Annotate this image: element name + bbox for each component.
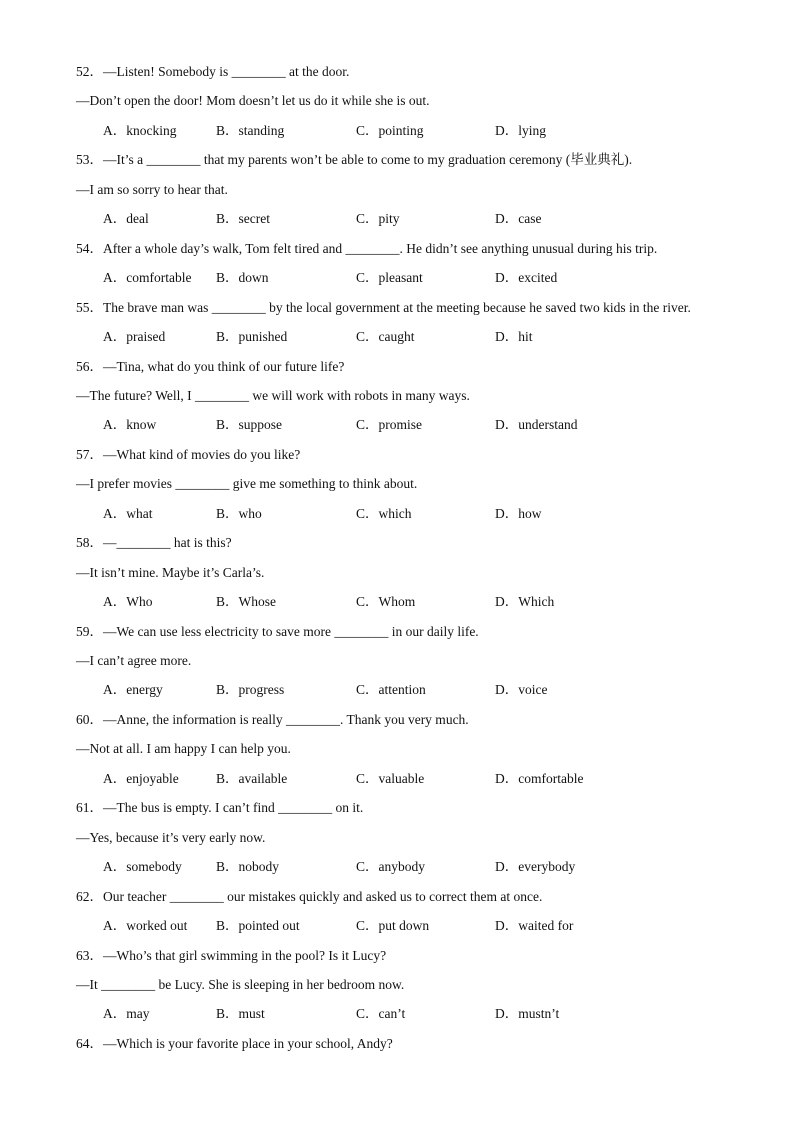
option-d: D．comfortable xyxy=(495,770,584,786)
option-a: A．comfortable xyxy=(103,270,192,286)
option-b: B．nobody xyxy=(216,859,280,875)
option-a: A．what xyxy=(103,505,153,521)
dialogue-line: —I am so sorry to hear that. xyxy=(76,181,228,197)
option-c: C．valuable xyxy=(356,770,425,786)
dialogue-line: —Yes, because it’s very early now. xyxy=(76,829,266,845)
option-d: D．waited for xyxy=(495,918,574,934)
option-b: B．down xyxy=(216,270,269,286)
question-stem: 52．—Listen! Somebody is ________ at the door. xyxy=(76,64,350,79)
option-c: C．pointing xyxy=(356,122,424,138)
option-c: C．Whom xyxy=(356,594,416,610)
option-a: A．enjoyable xyxy=(103,770,179,786)
question-stem: 57．—What kind of movies do you like? xyxy=(76,446,301,462)
dialogue-line: —I can’t agree more. xyxy=(76,653,192,668)
option-d: D．hit xyxy=(495,329,533,345)
option-b: B．available xyxy=(216,770,288,786)
option-b: B．punished xyxy=(216,329,288,345)
option-d: D．case xyxy=(495,211,542,227)
question-stem: 56．—Tina, what do you think of our future life? xyxy=(76,358,345,374)
option-b: B．pointed out xyxy=(216,918,300,934)
option-d: D．how xyxy=(495,505,542,521)
question-stem: 62．Our teacher ________ our mistakes quickly and asked us to correct them at once. xyxy=(76,888,543,904)
option-b: B．progress xyxy=(216,682,285,698)
option-a: A．know xyxy=(103,417,157,433)
option-b: B．must xyxy=(216,1006,265,1022)
option-b: B．Whose xyxy=(216,594,276,610)
option-b: B．who xyxy=(216,505,262,521)
option-d: D．lying xyxy=(495,122,547,138)
option-b: B．secret xyxy=(216,211,270,227)
question-stem: 59．—We can use less electricity to save more ________ in our daily life. xyxy=(76,623,479,639)
option-c: C．attention xyxy=(356,682,426,698)
dialogue-line: —It ________ be Lucy. She is sleeping in her bedroom now. xyxy=(76,976,405,992)
option-a: A．somebody xyxy=(103,859,182,875)
dialogue-line: —I prefer movies ________ give me something to think about. xyxy=(76,476,418,492)
option-c: C．put down xyxy=(356,918,430,934)
option-d: D．everybody xyxy=(495,859,576,875)
option-c: C．pleasant xyxy=(356,270,423,286)
question-stem: 60．—Anne, the information is really ________. Thank you very much. xyxy=(76,711,469,727)
option-d: D．excited xyxy=(495,270,558,286)
question-stem: 55．The brave man was ________ by the local government at the meeting because he saved two kids in the river. xyxy=(76,299,691,315)
option-d: D．understand xyxy=(495,417,578,433)
option-c: C．caught xyxy=(356,329,415,345)
option-c: C．which xyxy=(356,505,412,521)
question-stem: 53．—It’s a ________ that my parents won’t be able to come to my graduation ceremony (毕业典礼). xyxy=(76,152,633,168)
dialogue-line: —It isn’t mine. Maybe it’s Carla’s. xyxy=(76,564,265,580)
question-stem: 64．—Which is your favorite place in your school, Andy? xyxy=(76,1035,393,1051)
option-a: A．praised xyxy=(103,329,166,345)
question-stem: 58．—________ hat is this? xyxy=(76,535,232,551)
option-c: C．can’t xyxy=(356,1006,406,1022)
option-c: C．promise xyxy=(356,417,422,433)
question-stem: 54．After a whole day’s walk, Tom felt tired and ________. He didn’t see anything unusual during his trip. xyxy=(76,240,658,256)
option-d: D．Which xyxy=(495,594,555,610)
option-a: A．worked out xyxy=(103,918,188,934)
dialogue-line: —The future? Well, I ________ we will work with robots in many ways. xyxy=(76,387,470,403)
option-a: A．energy xyxy=(103,682,163,698)
option-a: A．may xyxy=(103,1006,150,1022)
option-a: A．knocking xyxy=(103,122,177,138)
option-a: A．deal xyxy=(103,211,149,227)
option-c: C．anybody xyxy=(356,859,425,875)
option-b: B．suppose xyxy=(216,417,283,433)
question-stem: 61．—The bus is empty. I can’t find ________ on it. xyxy=(76,800,364,816)
dialogue-line: —Don’t open the door! Mom doesn’t let us do it while she is out. xyxy=(76,93,430,109)
option-d: D．mustn’t xyxy=(495,1006,560,1022)
option-b: B．standing xyxy=(216,122,285,138)
dialogue-line: —Not at all. I am happy I can help you. xyxy=(76,741,291,757)
option-c: C．pity xyxy=(356,211,400,227)
question-stem: 63．—Who’s that girl swimming in the pool? Is it Lucy? xyxy=(76,947,387,963)
option-d: D．voice xyxy=(495,682,548,698)
option-a: A．Who xyxy=(103,594,153,610)
